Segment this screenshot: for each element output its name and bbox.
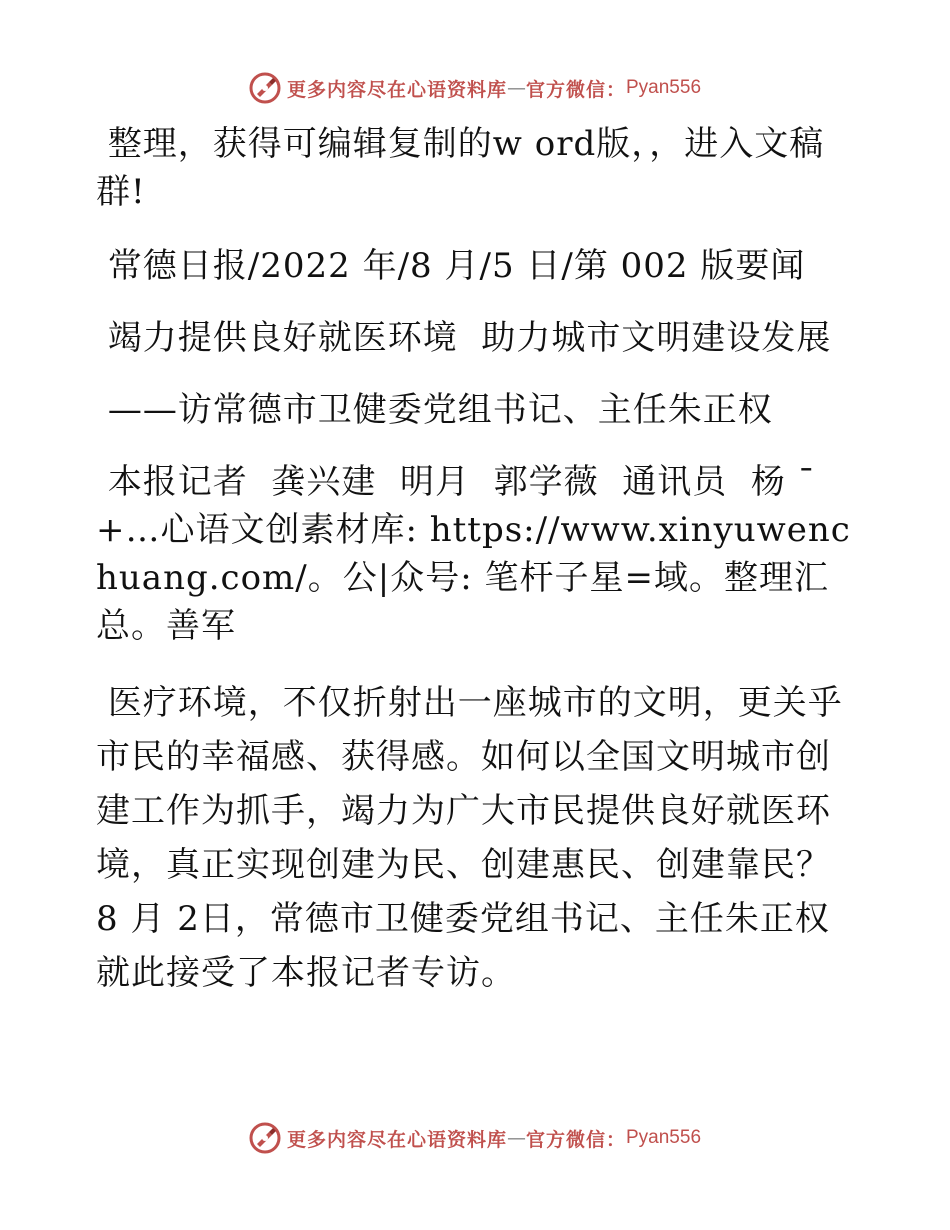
- banner-separator: —: [506, 77, 526, 99]
- byline-paragraph: 本报记者 龚兴建 明月 郭学薇 通讯员 杨 ¯+…心语文创素材库: https://www.xinyuwenchuang.com/。公|众号: 笔杆子星=域。整理汇总。善军: [96, 462, 851, 646]
- article-subtitle: ——访常德市卫健委党组书记、主任朱正权: [96, 390, 773, 430]
- intro-paragraph: 整理，获得可编辑复制的w ord版，，进入文稿群!: [96, 124, 825, 212]
- banner-contact-label: 官方微信：: [525, 1128, 626, 1151]
- header-watermark-banner: [0, 72, 950, 104]
- document-body: [96, 120, 852, 1026]
- article-title: 竭力提供良好就医环境 助力城市文明建设发展: [96, 318, 832, 358]
- banner-contact-label: 官方微信：: [525, 78, 626, 101]
- banner-main-text: 更多内容尽在心语资料库: [286, 1128, 507, 1151]
- body-paragraph: 医疗环境，不仅折射出一座城市的文明，更关乎市民的幸福感、获得感。如何以全国文明城市创建工作为抓手，竭力为广大市民提供良好就医环境，真正实现创建为民、创建惠民、创建靠民？8 月 2日，常德市卫健委党组书记、主任朱正权就此接受了本报记者专访。: [96, 683, 843, 993]
- source-line: 常德日报/2022 年/8 月/5 日/第 002 版要闻: [96, 246, 806, 286]
- banner-separator: —: [506, 1127, 526, 1149]
- banner-contact-handle: Pyan556: [626, 1127, 702, 1148]
- pen-logo-icon: [249, 72, 281, 104]
- banner-contact-handle: Pyan556: [626, 77, 702, 98]
- pen-logo-icon: [249, 1122, 281, 1154]
- footer-watermark-banner: [0, 1122, 950, 1154]
- banner-main-text: 更多内容尽在心语资料库: [286, 78, 507, 101]
